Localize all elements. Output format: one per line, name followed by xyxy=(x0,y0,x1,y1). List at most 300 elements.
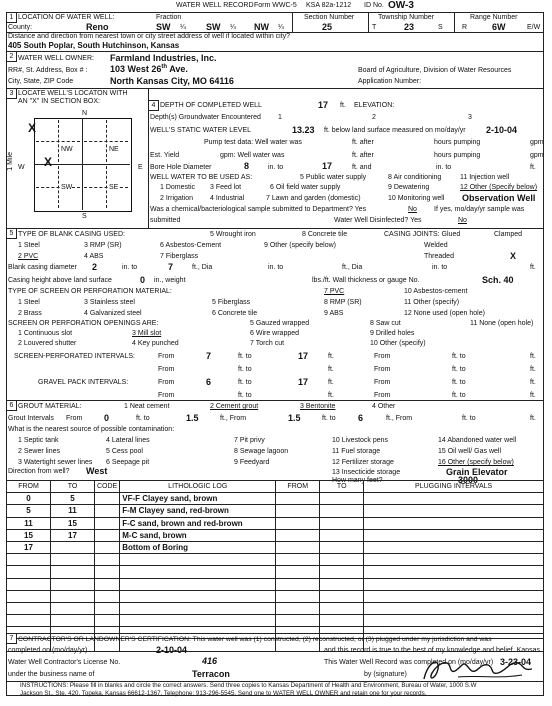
screen-4: 4 Galvanized steel xyxy=(84,310,142,317)
in-to: in. to xyxy=(268,164,284,171)
table-cell xyxy=(120,590,276,602)
use-9: 9 Dewatering xyxy=(388,184,430,191)
casing-1: 1 Steel xyxy=(18,242,40,249)
gw-2: 2 xyxy=(372,114,376,121)
log-header-cell: CODE xyxy=(95,481,120,493)
range-label: Range Number xyxy=(470,14,518,21)
welded-label: Welded xyxy=(424,242,448,249)
south-label: S xyxy=(82,213,87,220)
ft-unit: ft. xyxy=(530,353,536,360)
contam-4: 4 Lateral lines xyxy=(106,437,150,444)
certification-text: CONTRACTOR'S OR LANDOWNER'S CERTIFICATION: This water well was (1) constructed, (2) reconstructed, or (3) plugged under my jurisdiction and was xyxy=(18,636,492,643)
table-row xyxy=(7,517,544,529)
casing-8: 8 Concrete tile xyxy=(302,231,348,238)
contam-10: 10 Livestock pens xyxy=(332,437,389,444)
township-value: 23 xyxy=(404,22,415,32)
contam-9: 9 Feedyard xyxy=(234,459,270,466)
log-header-cell: TO xyxy=(320,481,364,493)
table-row xyxy=(7,578,544,590)
from-label: From xyxy=(158,353,175,360)
township-label: Township Number xyxy=(378,14,435,21)
table-cell xyxy=(364,554,544,566)
gravel-to-value: 17 xyxy=(298,377,309,387)
opening-4: 4 Key punched xyxy=(132,340,179,347)
nw-quadrant-label: NW xyxy=(61,146,73,153)
grout-from-1: 0 xyxy=(104,413,110,423)
township-prefix: T xyxy=(372,24,377,31)
use-7: 7 Lawn and garden (domestic) xyxy=(266,195,361,202)
gravel-from-value: 6 xyxy=(206,377,212,387)
screen-label: TYPE OF SCREEN OR PERFORATION MATERIAL: xyxy=(8,288,172,295)
owner-value: Farmland Industries, Inc. xyxy=(110,53,217,63)
log-header-cell: FROM xyxy=(276,481,320,493)
table-cell xyxy=(320,493,364,505)
table-cell xyxy=(51,602,95,614)
county-value: Reno xyxy=(86,22,109,32)
diameter-label: Blank casing diameter xyxy=(8,264,77,271)
use-3: 3 Feed lot xyxy=(210,184,242,191)
casing-2-selected: 2 PVC xyxy=(18,253,39,260)
contam-13: 13 Insecticide storage xyxy=(332,469,401,476)
table-cell xyxy=(120,566,276,578)
east-label: E xyxy=(138,164,143,171)
bore-label: Bore Hole Diameter xyxy=(150,164,212,171)
fraction-3: NW xyxy=(254,22,269,32)
gauge-value: Sch. 40 xyxy=(482,275,514,285)
table-row xyxy=(7,505,544,517)
chem-sample-label: Was a chemical/bacteriological sample submitted to Department? Yes xyxy=(150,206,367,213)
hours-label: hours pumping xyxy=(434,152,481,159)
city-value: North Kansas City, MO 64116 xyxy=(110,76,234,86)
bore-value: 8 xyxy=(244,161,250,171)
contam-12: 12 Fertilizer storage xyxy=(332,459,394,466)
screen-1: 1 Steel xyxy=(18,299,40,306)
table-cell xyxy=(120,578,276,590)
record-completed-value: 3-23-04 xyxy=(500,657,532,667)
use-2: 2 Irrigation xyxy=(160,195,194,202)
table-row xyxy=(7,615,544,627)
license-label: Water Well Contractor's License No. xyxy=(8,659,121,666)
distance-label: Distance and direction from nearest town or city street address of well if located within city? xyxy=(8,33,291,40)
se-quadrant-label: SE xyxy=(109,184,119,191)
screen-2: 2 Brass xyxy=(18,310,42,317)
to-label: ft. to xyxy=(452,353,466,360)
fraction-label: Fraction xyxy=(156,14,182,21)
table-cell xyxy=(364,493,544,505)
opening-5: 5 Gauzed wrapped xyxy=(250,320,310,327)
table-cell xyxy=(7,578,51,590)
table-cell xyxy=(276,517,320,529)
casing-3: 3 RMP (SR) xyxy=(84,242,122,249)
grout-2-selected: 2 Cement grout xyxy=(210,403,259,410)
casing-7: 7 Fiberglass xyxy=(160,253,199,260)
table-cell xyxy=(7,602,51,614)
table-cell xyxy=(95,602,120,614)
to-label: ft. to xyxy=(238,392,252,399)
diameter-to-value: 7 xyxy=(168,262,174,272)
fraction-1: SW xyxy=(156,22,171,32)
board-label: Board of Agriculture, Division of Water Resources xyxy=(358,67,512,74)
table-cell xyxy=(120,615,276,627)
opening-1: 1 Continuous slot xyxy=(18,330,73,337)
from-label: From xyxy=(374,379,391,386)
table-cell xyxy=(276,615,320,627)
distance-value: 405 South Poplar, South Hutchinson, Kansas xyxy=(8,41,180,50)
table-cell xyxy=(364,517,544,529)
table-cell: VF-F Clayey sand, brown xyxy=(120,493,276,505)
grout-1: 1 Neat cement xyxy=(124,403,170,410)
screen-5: 5 Fiberglass xyxy=(212,299,251,306)
openings-label: SCREEN OR PERFORATION OPENINGS ARE: xyxy=(8,320,159,327)
north-label: N xyxy=(82,110,88,117)
after-label: ft. after xyxy=(352,139,374,146)
static-tail: ft. below land surface measured on mo/day/yr xyxy=(324,127,466,134)
license-value: 416 xyxy=(202,656,218,666)
gravel-intervals-label: GRAVEL PACK INTERVALS: xyxy=(38,379,129,386)
table-cell xyxy=(276,554,320,566)
use-11: 11 Injection well xyxy=(460,174,510,181)
ft-unit: ft. xyxy=(328,366,334,373)
opening-6: 6 Wire wrapped xyxy=(250,330,300,337)
use-12-selected: 12 Other (Specify below) xyxy=(460,184,538,191)
pump-test-label: Pump test data: Well water was xyxy=(204,139,302,146)
table-cell xyxy=(95,566,120,578)
city-label: City, State, ZIP Code xyxy=(8,78,74,85)
contam-11: 11 Fuel storage xyxy=(332,448,381,455)
screen-12: 12 None used (open hole) xyxy=(404,310,485,317)
table-cell xyxy=(320,541,364,553)
to-label: ft. to xyxy=(238,366,252,373)
table-cell xyxy=(276,566,320,578)
table-cell: M-C sand, brown xyxy=(120,529,276,541)
grout-to-2: 6 xyxy=(358,413,364,423)
opening-8: 8 Saw cut xyxy=(370,320,401,327)
range-prefix: R xyxy=(462,24,468,31)
threaded-x: X xyxy=(510,251,517,261)
screen-intervals-label: SCREEN-PERFORATED INTERVALS: xyxy=(14,353,135,360)
contam-2: 2 Sewer lines xyxy=(18,448,61,455)
table-cell: 0 xyxy=(7,493,51,505)
opening-11: 11 None (open hole) xyxy=(470,320,534,327)
divider xyxy=(368,12,369,32)
table-cell xyxy=(364,578,544,590)
from-label: From xyxy=(158,379,175,386)
to-label: ft. to xyxy=(136,415,150,422)
height-value: 0 xyxy=(140,275,146,285)
table-cell: F-M Clayey sand, red-brown xyxy=(120,505,276,517)
record-completed-label: This Water Well Record was completed on (mo/day/yr) xyxy=(324,659,494,666)
quarter-x-mark: X xyxy=(44,155,53,169)
grout-intervals-label: Grout Intervals xyxy=(8,415,54,422)
casing-9: 9 Other (specify below) xyxy=(264,242,336,249)
grout-3-selected: 3 Bentonite xyxy=(300,403,336,410)
water-well-record-form xyxy=(6,2,546,702)
table-cell xyxy=(320,590,364,602)
table-cell: 5 xyxy=(51,493,95,505)
county-label: County: xyxy=(8,24,33,31)
table-cell xyxy=(276,578,320,590)
completed-label: completed on (mo/day/yr) xyxy=(8,647,88,654)
table-cell xyxy=(7,566,51,578)
table-row xyxy=(7,602,544,614)
from-label: From xyxy=(158,366,175,373)
contam-16-selected: 16 Other (specify below) xyxy=(438,459,514,466)
screen-from-value: 7 xyxy=(206,351,212,361)
table-cell xyxy=(320,578,364,590)
table-cell xyxy=(320,615,364,627)
table-cell: F-C sand, brown and red-brown xyxy=(120,517,276,529)
east-west: E/W xyxy=(527,24,541,31)
ft-unit: ft. xyxy=(340,102,346,109)
direction-label: Direction from well? xyxy=(8,468,70,475)
gw-3: 3 xyxy=(468,114,472,121)
log-header-cell: LITHOLOGIC LOG xyxy=(120,481,276,493)
table-cell: 17 xyxy=(7,541,51,553)
contam-3: 3 Watertight sewer lines xyxy=(18,459,93,466)
completed-value: 2-10-04 xyxy=(156,645,188,655)
table-cell xyxy=(51,566,95,578)
table-cell xyxy=(276,541,320,553)
quarter-line xyxy=(106,166,107,208)
in-to: in. to xyxy=(122,264,138,271)
use-label: WELL WATER TO BE USED AS: xyxy=(150,174,253,181)
table-cell xyxy=(364,505,544,517)
ft-and: ft. and xyxy=(352,164,372,171)
form-title: WATER WELL RECORD xyxy=(176,2,254,9)
owner-label: WATER WELL OWNER: xyxy=(18,55,94,62)
contam-7: 7 Pit privy xyxy=(234,437,265,444)
gw-1: 1 xyxy=(278,114,282,121)
table-cell: Bottom of Boring xyxy=(120,541,276,553)
west-label: W xyxy=(18,164,25,171)
in-to: in. to xyxy=(436,164,452,171)
table-cell xyxy=(95,517,120,529)
table-cell xyxy=(276,493,320,505)
table-cell xyxy=(51,590,95,602)
log-header-cell: PLUGGING INTERVALS xyxy=(364,481,544,493)
table-cell xyxy=(320,602,364,614)
table-cell xyxy=(95,578,120,590)
quarter-line xyxy=(58,166,59,208)
log-header-row xyxy=(7,481,544,493)
log-header-cell: TO xyxy=(51,481,95,493)
table-cell xyxy=(364,615,544,627)
table-row xyxy=(7,529,544,541)
to-label: ft. to xyxy=(452,392,466,399)
contam-6: 6 Seepage pit xyxy=(106,459,150,466)
id-value: OW-3 xyxy=(388,0,414,11)
table-cell xyxy=(276,602,320,614)
casing-4: 4 ABS xyxy=(84,253,104,260)
table-cell xyxy=(95,590,120,602)
table-row xyxy=(7,493,544,505)
static-label: WELL'S STATIC WATER LEVEL xyxy=(150,127,252,134)
table-cell xyxy=(51,578,95,590)
table-cell: 5 xyxy=(7,505,51,517)
screen-10: 10 Asbestos-cement xyxy=(404,288,468,295)
table-cell xyxy=(276,529,320,541)
table-cell xyxy=(7,554,51,566)
disinfected-label: Water Well Disinfected? Yes xyxy=(334,217,422,224)
quarter-mark: ¼ xyxy=(180,24,186,31)
table-cell xyxy=(320,505,364,517)
submitted-label: submitted xyxy=(150,217,181,224)
diameter-value: 2 xyxy=(92,262,98,272)
table-cell xyxy=(51,554,95,566)
weight-label: in., weight xyxy=(154,277,186,284)
section-number-3: 3 xyxy=(6,88,17,99)
static-value: 13.23 xyxy=(292,125,315,135)
completed-tail: and this record is true to the best of my knowledge and belief. Kansas xyxy=(324,647,540,654)
table-cell: 11 xyxy=(51,505,95,517)
table-cell xyxy=(95,554,120,566)
depth-value: 17 xyxy=(318,100,329,110)
contam-14: 14 Abandoned water well xyxy=(438,437,517,444)
use-8: 8 Air conditioning xyxy=(388,174,442,181)
to-label: ft. to xyxy=(452,366,466,373)
table-cell xyxy=(320,517,364,529)
ksa-reference: KSA 82a-1212 xyxy=(306,2,352,9)
ft-unit: ft. xyxy=(530,264,536,271)
feet-label: How many feet? xyxy=(332,477,383,484)
screen-8: 8 RMP (SR) xyxy=(324,299,362,306)
ft-unit: ft. xyxy=(328,392,334,399)
ft-unit: ft. xyxy=(328,353,334,360)
disinfected-no-selected: No xyxy=(458,217,467,224)
other-use-value: Observation Well xyxy=(462,193,536,203)
to-label: ft. to xyxy=(462,415,476,422)
gpm-label: gpm xyxy=(530,152,544,159)
table-cell xyxy=(95,529,120,541)
casing-6: 6 Asbestos-Cement xyxy=(160,242,222,249)
section-number-5: 5 xyxy=(6,228,17,239)
ft-unit: ft. xyxy=(530,415,536,422)
groundwater-label: Depth(s) Groundwater Encountered xyxy=(150,114,261,121)
ft-unit: ft. xyxy=(530,392,536,399)
ft-unit: ft. xyxy=(530,366,536,373)
application-label: Application Number: xyxy=(358,78,422,85)
quarter-mark: ¼ xyxy=(230,24,236,31)
street-value: 103 West 26th Ave. xyxy=(110,64,188,74)
rule xyxy=(6,228,544,229)
yield-label: Est. Yield xyxy=(150,152,180,159)
opening-3-selected: 3 Mill slot xyxy=(132,330,162,337)
height-label: Casing height above land surface xyxy=(8,277,112,284)
from-label: From xyxy=(374,353,391,360)
table-row xyxy=(7,554,544,566)
table-cell xyxy=(364,602,544,614)
gpm-label: gpm xyxy=(530,139,544,146)
section-number-2: 2 xyxy=(6,51,17,62)
opening-7: 7 Torch cut xyxy=(250,340,285,347)
bore-to-value: 17 xyxy=(322,161,333,171)
table-cell: 17 xyxy=(51,529,95,541)
table-cell xyxy=(51,541,95,553)
range-value: 6W xyxy=(492,22,506,32)
use-1: 1 Domestic xyxy=(160,184,196,191)
section-number-7: 7 xyxy=(6,633,17,644)
section-label: Section Number xyxy=(304,14,355,21)
casing-label: TYPE OF BLANK CASING USED: xyxy=(18,231,125,238)
opening-2: 2 Louvered shutter xyxy=(18,340,77,347)
rule xyxy=(6,88,544,89)
business-label: under the business name of xyxy=(8,671,95,678)
contam-8: 8 Sewage lagoon xyxy=(234,448,289,455)
grout-4: 4 Other xyxy=(372,403,396,410)
contam-15: 15 Oil well/ Gas well xyxy=(438,448,502,455)
grout-label: GROUT MATERIAL: xyxy=(18,403,82,410)
table-cell: 15 xyxy=(51,517,95,529)
section-number-1: 1 xyxy=(6,12,17,23)
ft-dia: ft., Dia xyxy=(192,264,213,271)
form-number: Form WWC-5 xyxy=(254,2,297,9)
table-row xyxy=(7,566,544,578)
opening-9: 9 Drilled holes xyxy=(370,330,415,337)
rule xyxy=(6,400,544,401)
table-cell xyxy=(95,505,120,517)
static-date: 2-10-04 xyxy=(486,125,518,135)
quarter-line xyxy=(58,120,59,162)
ne-quadrant-label: NE xyxy=(109,146,119,153)
fraction-2: SW xyxy=(206,22,221,32)
instructions-line-1: INSTRUCTIONS: Please fill in blanks and circle the correct answers. Send three copies to Kansas Department of Health and Environment, Bureau of Water, 1000 S.W xyxy=(20,682,477,689)
quarter-mark: ¼ xyxy=(278,24,284,31)
table-cell xyxy=(276,590,320,602)
table-cell xyxy=(120,554,276,566)
from-label: From xyxy=(374,392,391,399)
business-value: Terracon xyxy=(192,669,230,679)
chem-no-selected: No xyxy=(408,206,417,213)
id-label: ID No. xyxy=(364,2,384,9)
contamination-label: What is the nearest source of possible contamination: xyxy=(8,426,175,433)
quarter-line xyxy=(106,120,107,162)
mile-scale: 1 Mile xyxy=(7,152,14,171)
table-cell xyxy=(7,590,51,602)
from-label: From xyxy=(374,366,391,373)
table-cell xyxy=(95,493,120,505)
log-header-cell: FROM xyxy=(7,481,51,493)
section-x-mark: X xyxy=(28,121,37,135)
table-cell: 15 xyxy=(7,529,51,541)
rule xyxy=(6,633,544,634)
section-number-4: 4 xyxy=(148,100,159,111)
use-6: 6 Oil field water supply xyxy=(270,184,341,191)
hours-label: hours pumping xyxy=(434,139,481,146)
signature-label: by (signature) xyxy=(364,671,407,678)
table-cell xyxy=(7,615,51,627)
table-cell xyxy=(51,615,95,627)
table-cell xyxy=(120,602,276,614)
table-cell: 11 xyxy=(7,517,51,529)
use-5: 5 Public water supply xyxy=(300,174,367,181)
direction-value: West xyxy=(86,466,108,476)
rule xyxy=(6,51,544,52)
table-cell xyxy=(320,529,364,541)
use-4: 4 Industrial xyxy=(210,195,245,202)
screen-11: 11 Other (specify) xyxy=(404,299,460,306)
section-value: 25 xyxy=(322,22,333,32)
opening-10: 10 Other (specify) xyxy=(370,340,426,347)
feet-value: 3000 xyxy=(458,475,479,485)
table-cell xyxy=(364,529,544,541)
table-cell xyxy=(95,541,120,553)
divider xyxy=(454,12,455,32)
joints-label: CASING JOINTS: Glued xyxy=(384,231,461,238)
table-cell xyxy=(95,615,120,627)
after-label: ft. after xyxy=(352,152,374,159)
from-label: From xyxy=(66,415,83,422)
depth-label: DEPTH OF COMPLETED WELL xyxy=(160,102,262,109)
